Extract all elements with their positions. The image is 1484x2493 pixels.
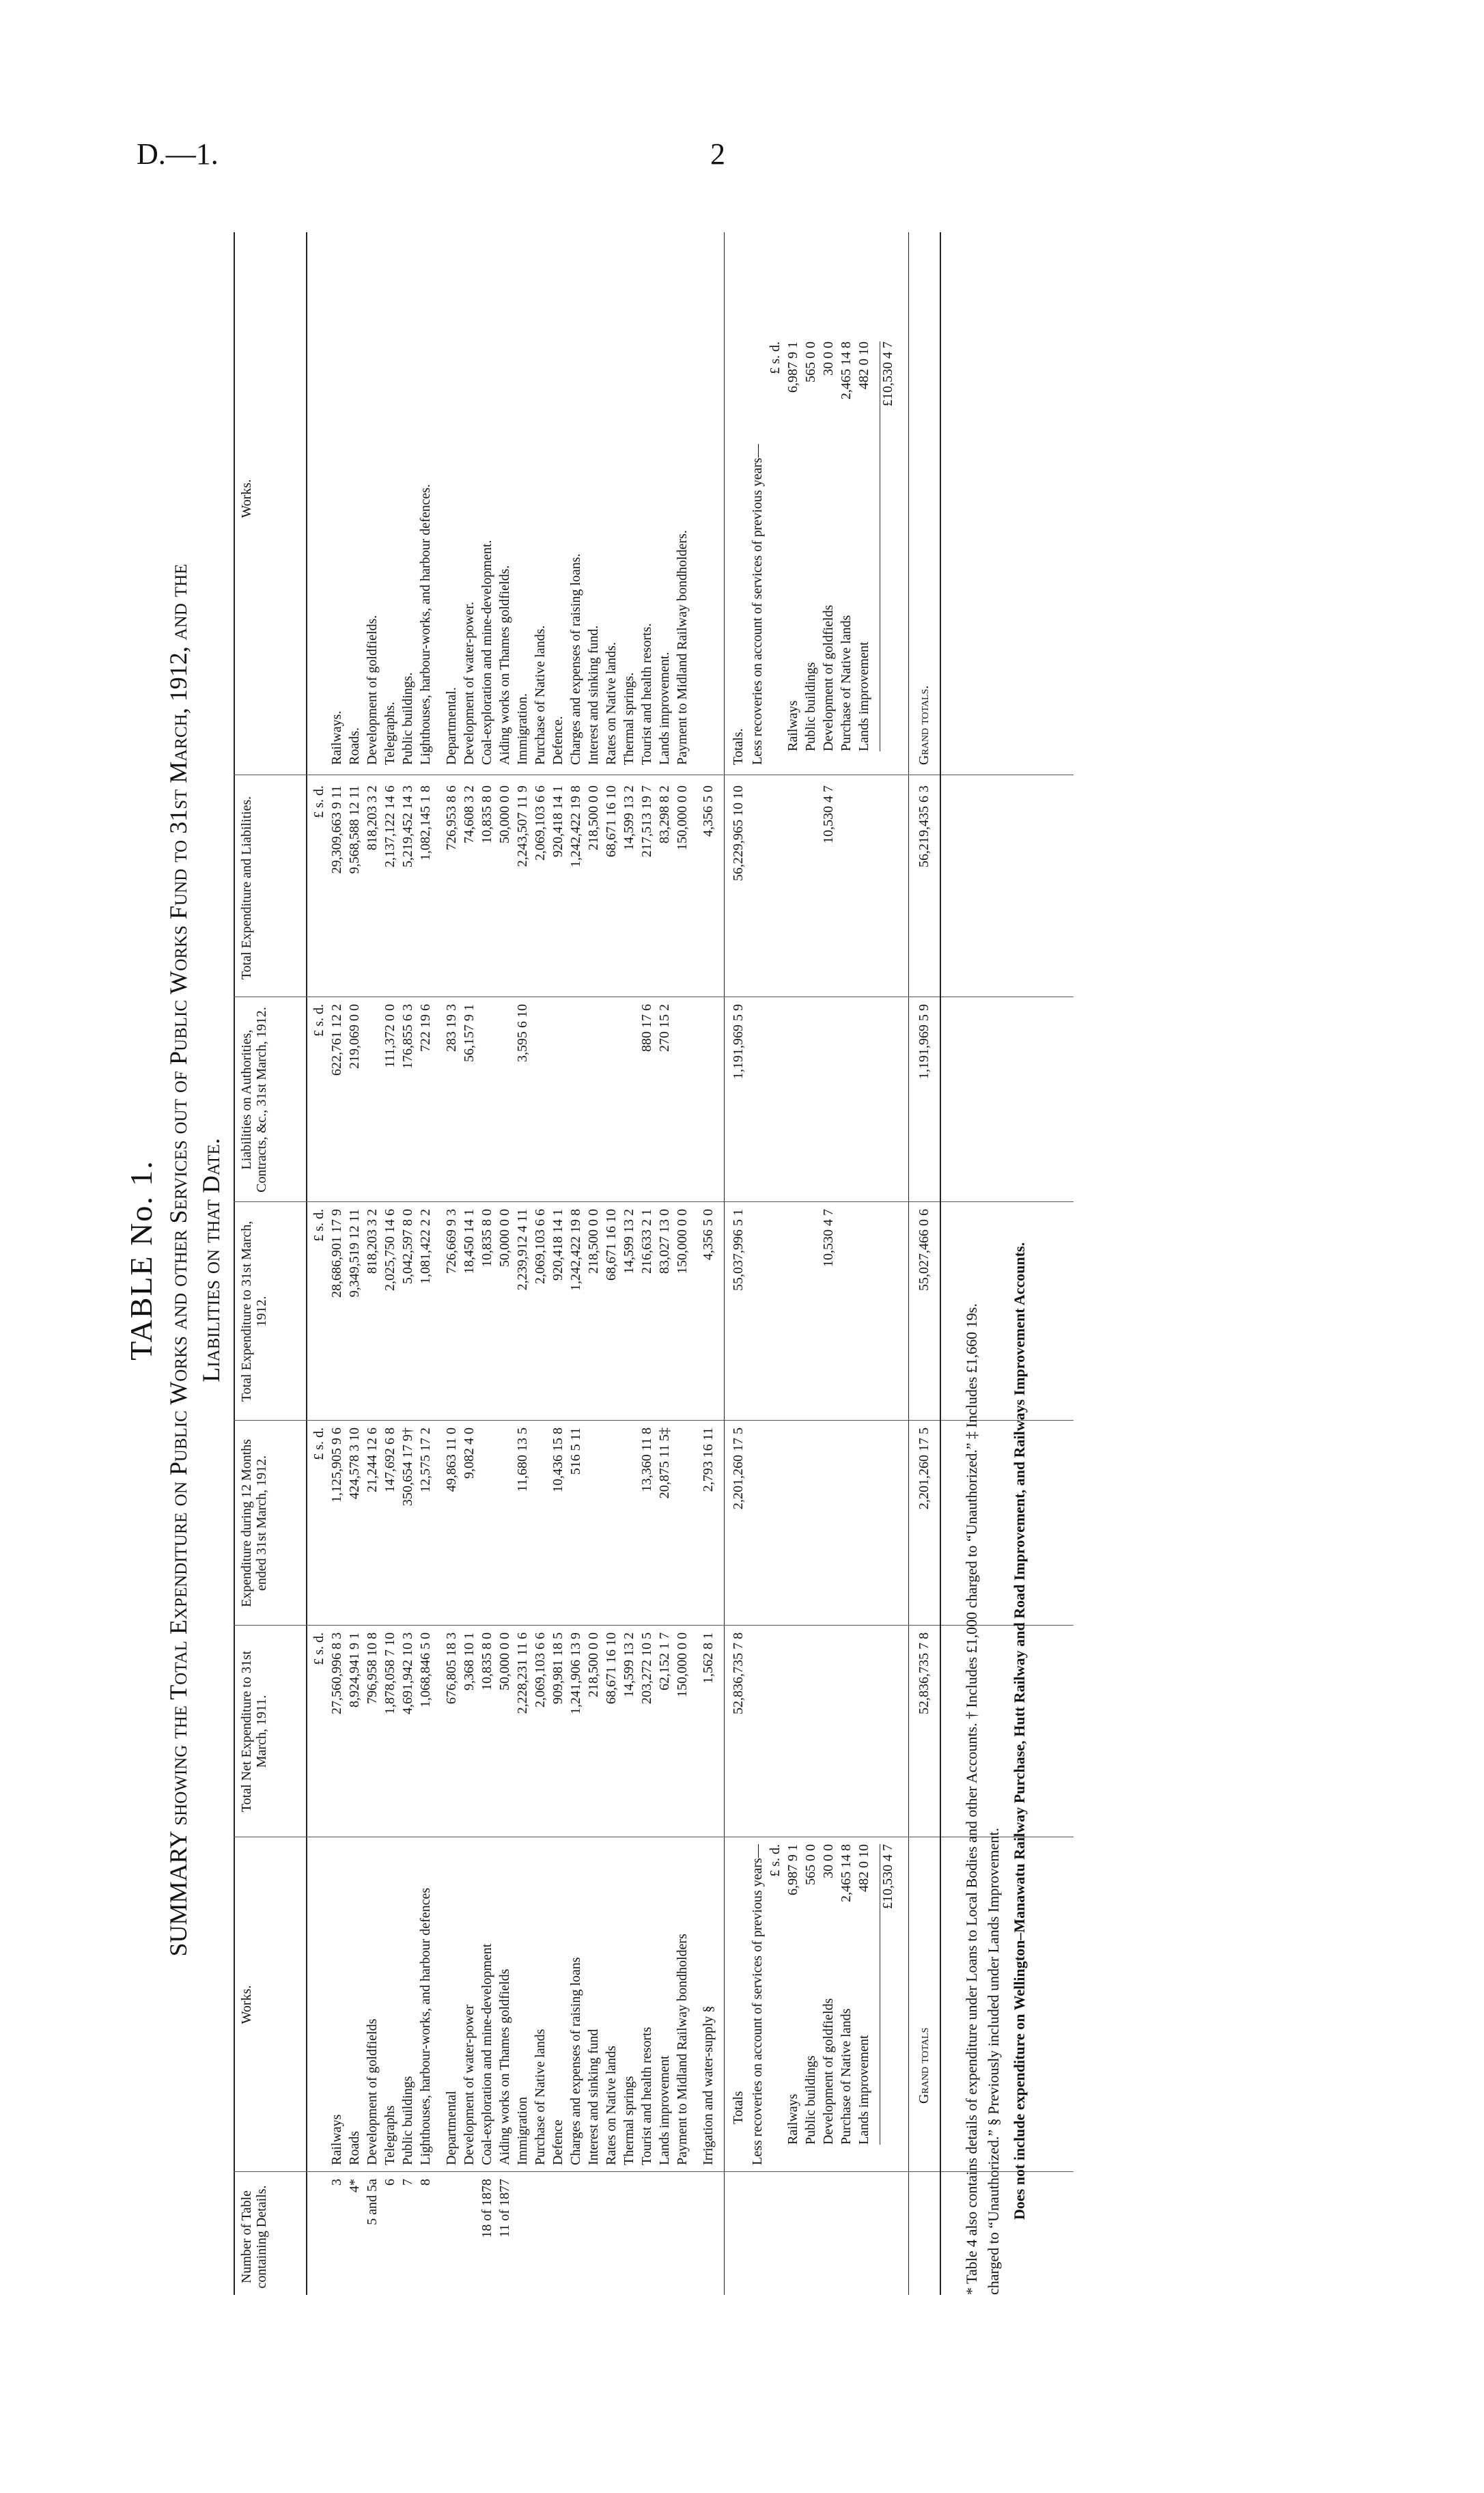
unit-liab: £ s. d. <box>311 1004 326 1037</box>
row-work: Coal-exploration and mine-development <box>479 1943 494 2165</box>
recovery-name: Public buildings <box>803 2055 818 2145</box>
row-total: 4,356 5 0 <box>701 1209 716 1260</box>
row-exp: 516 5 11 <box>568 1427 583 1475</box>
header-top-rule <box>234 232 235 2295</box>
row-work-right: Interest and sinking fund. <box>586 625 601 765</box>
row-exp: 12,575 17 2 <box>418 1427 433 1492</box>
row-grand: 9,568,588 12 11 <box>347 785 362 874</box>
grand-totals-liab: 1,191,969 5 9 <box>916 1004 932 1079</box>
row-grand: 2,243,507 11 9 <box>515 785 530 867</box>
totals-label-right: Totals. <box>731 728 746 765</box>
row-grand: 5,219,452 14 3 <box>400 785 415 867</box>
row-exp: 10,436 15 8 <box>550 1427 565 1492</box>
table-row <box>586 219 601 2302</box>
table-number: TABLE No. 1. <box>124 1160 158 1361</box>
unit-total: £ s. d. <box>311 1209 326 1242</box>
row-work-right: Immigration. <box>515 693 530 765</box>
table-row <box>657 219 672 2302</box>
row-work: Development of water-power <box>462 2004 477 2165</box>
row-exp: 147,692 6 8 <box>382 1427 397 1492</box>
recovery-name: Purchase of Native lands <box>839 2008 854 2145</box>
table-row <box>533 219 548 2302</box>
list-item <box>803 219 818 2302</box>
row-grand: 1,242,422 19 8 <box>568 785 583 867</box>
row-liab: 56,157 9 1 <box>462 1004 477 1062</box>
row-grand: 2,137,122 14 6 <box>382 785 397 867</box>
row-grand: 83,298 8 2 <box>657 785 672 844</box>
table-row <box>418 219 433 2302</box>
row-liab: 219,069 0 0 <box>347 1004 362 1069</box>
recovery-name: Development of goldfields <box>821 1998 836 2145</box>
row-grand: 150,000 0 0 <box>675 785 690 850</box>
unit-exp: £ s. d. <box>311 1427 326 1460</box>
row-total: 5,042,597 8 0 <box>400 1209 415 1284</box>
row-work: Payment to Midland Railway bondholders <box>675 1934 690 2165</box>
recovery-amount-right: 482 0 10 <box>856 342 871 389</box>
recoveries-label: Less recoveries on account of services of previous years— <box>750 1844 765 2165</box>
row-work-right: Charges and expenses of raising loans. <box>568 553 583 765</box>
unit-grand: £ s. d. <box>311 785 326 818</box>
row-exp: 350,654 17 9† <box>400 1427 415 1506</box>
row-work: Telegraphs <box>382 2105 397 2165</box>
row-grand: 1,082,145 1 8 <box>418 785 433 861</box>
header-total-with-liabilities: Total Expenditure and Liabilities. <box>239 796 254 980</box>
row-work: Thermal springs <box>621 2076 636 2165</box>
row-net: 68,671 16 10 <box>604 1632 619 1704</box>
recovery-amount: 565 0 0 <box>803 1844 818 1885</box>
row-liab: 3,595 6 10 <box>515 1004 530 1062</box>
row-total: 18,450 14 1 <box>462 1209 477 1274</box>
unit-net: £ s. d. <box>311 1632 326 1665</box>
row-net: 9,368 10 1 <box>462 1632 477 1690</box>
list-item <box>856 219 871 2302</box>
totals-rule <box>724 232 725 2295</box>
row-grand: 50,000 0 0 <box>497 785 512 844</box>
row-exp: 11,680 13 5 <box>515 1427 530 1492</box>
totals-total: 55,037,996 5 1 <box>731 1209 746 1291</box>
row-exp: 49,863 11 0 <box>444 1427 459 1492</box>
row-work: Railways <box>329 2114 344 2165</box>
table-row <box>497 219 512 2302</box>
grand-totals-grand: 56,219,435 6 3 <box>916 785 932 867</box>
row-work-right: Departmental. <box>444 687 459 765</box>
row-liab: 722 19 6 <box>418 1004 433 1052</box>
row-grand: 2,069,103 6 6 <box>533 785 548 861</box>
row-work-right: Telegraphs. <box>382 701 397 765</box>
table-row <box>604 219 619 2302</box>
recovery-name-right: Purchase of Native lands <box>839 615 854 751</box>
row-grand: 14,599 13 2 <box>621 785 636 850</box>
row-table-no: 18 of 1878 <box>479 2179 494 2238</box>
page-code: D.—1. <box>137 137 219 171</box>
list-item <box>821 219 836 2302</box>
table-row <box>675 219 690 2302</box>
table-row <box>550 219 565 2302</box>
row-exp: 21,244 12 6 <box>365 1427 380 1492</box>
row-work-right: Lands improvement. <box>657 652 672 765</box>
table-row <box>382 219 397 2302</box>
row-net: 2,069,103 6 6 <box>533 1632 548 1708</box>
row-work: Lands improvement <box>657 2055 672 2165</box>
header-works: Works. <box>239 1985 254 2024</box>
recoveries-sum-right: £10,530 4 7 <box>880 342 895 751</box>
row-work-right: Roads. <box>347 727 362 765</box>
recoveries-sum-row <box>880 219 895 2302</box>
recovery-name-right: Railways <box>785 700 800 751</box>
recoveries-grand-col: 10,530 4 7 <box>821 785 836 844</box>
row-work: Irrigation and water-supply § <box>701 2005 716 2165</box>
recovery-amount-right: 30 0 0 <box>821 342 836 376</box>
totals-net: 52,836,735 7 8 <box>731 1632 746 1714</box>
recoveries-unit-row <box>768 219 783 2302</box>
recoveries-label-right: Less recoveries on account of services of previous years— <box>750 444 765 765</box>
recoveries-unit: £ s. d. <box>768 1844 783 1877</box>
table-row <box>347 219 362 2302</box>
table-row <box>639 219 654 2302</box>
row-grand: 74,608 3 2 <box>462 785 477 844</box>
row-liab: 270 15 2 <box>657 1004 672 1052</box>
footnote-1: * Table 4 also contains details of expenditure under Loans to Local Bodies and other Accounts. † Includes £1,000 charged to “Unauthorized.” ‡ Includes £1,660 19s. <box>963 1303 980 2295</box>
header-works-right: Works. <box>239 479 254 518</box>
row-total: 818,203 3 2 <box>365 1209 380 1274</box>
row-total: 2,025,750 14 6 <box>382 1209 397 1291</box>
row-work: Interest and sinking fund <box>586 2029 601 2165</box>
row-net: 1,878,058 7 10 <box>382 1632 397 1714</box>
row-work: Defence <box>550 2119 565 2165</box>
row-grand: 920,418 14 1 <box>550 785 565 857</box>
grand-totals-net: 52,836,735 7 8 <box>916 1632 932 1714</box>
footnote-3: Does not include expenditure on Wellington–Manawatu Railway Purchase, Hutt Railway and Road Improvement, and Railways Improvement Accounts. <box>1011 1242 1028 2220</box>
row-work: Charges and expenses of raising loans <box>568 1957 583 2165</box>
totals-grand: 56,229,965 10 10 <box>731 785 746 881</box>
unit-row <box>311 219 326 2302</box>
row-exp: 1,125,905 9 6 <box>329 1427 344 1503</box>
recovery-name: Railways <box>785 2093 800 2145</box>
row-total: 28,686,901 17 9 <box>329 1209 344 1298</box>
recovery-amount: 6,987 9 1 <box>785 1844 800 1895</box>
totals-exp: 2,201,260 17 5 <box>731 1427 746 1509</box>
row-total: 83,027 13 0 <box>657 1209 672 1274</box>
row-total: 9,349,519 12 11 <box>347 1209 362 1298</box>
row-table-no: 5 and 5a <box>365 2179 380 2225</box>
header-liabilities: Liabilities on Authorities, Contracts, &c., 31st March, 1912. <box>239 1007 269 1193</box>
table-row <box>701 219 716 2302</box>
table-row <box>400 219 415 2302</box>
totals-row <box>731 219 746 2302</box>
row-net: 8,924,941 9 1 <box>347 1632 362 1708</box>
row-work-right: Tourist and health resorts. <box>639 623 654 765</box>
recovery-name-right: Public buildings <box>803 662 818 751</box>
recovery-amount: 30 0 0 <box>821 1844 836 1878</box>
row-liab: 176,855 6 3 <box>400 1004 415 1069</box>
table-row <box>568 219 583 2302</box>
row-liab: 283 19 3 <box>444 1004 459 1052</box>
table-row <box>365 219 380 2302</box>
row-net: 218,500 0 0 <box>586 1632 601 1697</box>
row-total: 218,500 0 0 <box>586 1209 601 1274</box>
totals-liab: 1,191,969 5 9 <box>731 1004 746 1079</box>
row-total: 50,000 0 0 <box>497 1209 512 1267</box>
row-work: Aiding works on Thames goldfields <box>497 1968 512 2165</box>
recovery-name-right: Development of goldfields <box>821 604 836 751</box>
row-work-right: Development of goldfields. <box>365 615 380 765</box>
row-exp: 9,082 4 0 <box>462 1427 477 1479</box>
row-net: 10,835 8 0 <box>479 1632 494 1690</box>
row-grand: 218,500 0 0 <box>586 785 601 850</box>
row-work: Rates on Native lands <box>604 2046 619 2165</box>
row-exp: 2,793 16 11 <box>701 1427 716 1492</box>
row-work-right: Lighthouses, harbour-works, and harbour defences. <box>418 484 433 765</box>
header-bottom-rule <box>306 232 307 2295</box>
row-table-no: 6 <box>382 2179 397 2186</box>
row-net: 1,562 8 1 <box>701 1632 716 1684</box>
row-exp: 424,578 3 10 <box>347 1427 362 1499</box>
row-net: 14,599 13 2 <box>621 1632 636 1697</box>
recoveries-heading <box>750 219 765 2302</box>
row-net: 2,228,231 11 6 <box>515 1632 530 1714</box>
recovery-name-right: Lands improvement <box>856 641 871 751</box>
row-net: 150,000 0 0 <box>675 1632 690 1697</box>
row-total: 1,081,422 2 2 <box>418 1209 433 1284</box>
row-total: 14,599 13 2 <box>621 1209 636 1274</box>
recovery-amount-right: 565 0 0 <box>803 342 818 382</box>
table-row <box>329 219 344 2302</box>
row-total: 920,418 14 1 <box>550 1209 565 1281</box>
row-work: Purchase of Native lands <box>533 2029 548 2165</box>
row-work-right: Purchase of Native lands. <box>533 625 548 765</box>
row-work-right: Rates on Native lands. <box>604 642 619 765</box>
footnote-2: charged to “Unauthorized.” § Previously included under Lands Improvement. <box>985 1828 1002 2295</box>
row-net: 27,560,996 8 3 <box>329 1632 344 1714</box>
recovery-amount-right: 6,987 9 1 <box>785 342 800 393</box>
header-expenditure-12-months: Expenditure during 12 Months ended 31st March, 1912. <box>239 1438 269 1608</box>
row-total: 1,242,422 19 8 <box>568 1209 583 1291</box>
grand-totals-label: Grand totals <box>916 2027 932 2104</box>
row-grand: 726,953 8 6 <box>444 785 459 850</box>
table-row <box>515 219 530 2302</box>
row-total: 216,633 2 1 <box>639 1209 654 1274</box>
row-table-no: 3 <box>329 2179 344 2186</box>
grand-totals-rule <box>908 232 909 2295</box>
table-row <box>462 219 477 2302</box>
row-table-no: 4* <box>347 2179 362 2192</box>
row-total: 726,669 9 3 <box>444 1209 459 1274</box>
recoveries-sum: £10,530 4 7 <box>880 1844 895 2145</box>
row-table-no: 8 <box>418 2179 433 2186</box>
row-net: 676,805 18 3 <box>444 1632 459 1704</box>
recovery-amount-right: 2,465 14 8 <box>839 342 854 400</box>
row-net: 1,068,846 5 0 <box>418 1632 433 1708</box>
table-subtitle: Liabilities on that Date. <box>197 1138 225 1382</box>
row-total: 2,239,912 4 11 <box>515 1209 530 1291</box>
row-net: 796,958 10 8 <box>365 1632 380 1704</box>
grand-totals-total: 55,027,466 0 6 <box>916 1209 932 1291</box>
row-grand: 4,356 5 0 <box>701 785 716 837</box>
recoveries-total-col: 10,530 4 7 <box>821 1209 836 1267</box>
row-grand: 68,671 16 10 <box>604 785 619 857</box>
header-number: Number of Table containing Details. <box>239 2185 269 2289</box>
header-total-expenditure: Total Expenditure to 31st March, 1912. <box>239 1221 269 1402</box>
row-grand: 10,835 8 0 <box>479 785 494 844</box>
row-liab: 111,372 0 0 <box>382 1004 397 1068</box>
recovery-amount: 482 0 10 <box>856 1844 871 1892</box>
grand-totals-label-right: Grand totals. <box>916 685 932 765</box>
row-work: Roads <box>347 2131 362 2165</box>
row-work-right: Payment to Midland Railway bondholders. <box>675 530 690 765</box>
row-total: 68,671 16 10 <box>604 1209 619 1281</box>
row-total: 150,000 0 0 <box>675 1209 690 1274</box>
table-sheet <box>123 219 1229 2302</box>
row-grand: 29,309,663 9 11 <box>329 785 344 874</box>
row-net: 4,691,942 10 3 <box>400 1632 415 1714</box>
grand-totals-exp: 2,201,260 17 5 <box>916 1427 932 1509</box>
row-work-right: Defence. <box>550 716 565 765</box>
row-work-right: Railways. <box>329 710 344 765</box>
row-total: 10,835 8 0 <box>479 1209 494 1267</box>
recovery-amount: 2,465 14 8 <box>839 1844 854 1902</box>
row-work: Lighthouses, harbour-works, and harbour defences <box>418 1887 433 2165</box>
table-row <box>479 219 494 2302</box>
row-net: 909,981 18 5 <box>550 1632 565 1704</box>
grand-totals-row <box>916 219 932 2302</box>
row-liab: 880 17 6 <box>639 1004 654 1052</box>
row-net: 62,152 1 7 <box>657 1632 672 1690</box>
table-title: SUMMARY showing the Total Expenditure on Public Works and other Services out of Public Works Fund to 31st March, 1912, and the <box>165 563 192 1957</box>
row-work-right: Thermal springs. <box>621 672 636 765</box>
page-number: 2 <box>710 137 725 171</box>
table-row <box>621 219 636 2302</box>
list-item <box>839 219 854 2302</box>
table-row <box>444 219 459 2302</box>
row-table-no: 7 <box>400 2179 415 2186</box>
totals-label: Totals <box>731 2091 746 2124</box>
row-work: Departmental <box>444 2091 459 2165</box>
header-net-expenditure: Total Net Expenditure to 31st March, 1911. <box>239 1650 269 1813</box>
row-work: Development of goldfields <box>365 2018 380 2165</box>
row-total: 2,069,103 6 6 <box>533 1209 548 1284</box>
recoveries-unit-right: £ s. d. <box>768 342 783 374</box>
row-table-no: 11 of 1877 <box>497 2179 512 2238</box>
row-exp: 20,875 11 5‡ <box>657 1427 672 1499</box>
row-work: Public buildings <box>400 2076 415 2165</box>
row-net: 50,000 0 0 <box>497 1632 512 1690</box>
row-work: Immigration <box>515 2097 530 2165</box>
row-grand: 818,203 3 2 <box>365 785 380 850</box>
row-work-right: Public buildings. <box>400 672 415 765</box>
row-work: Tourist and health resorts <box>639 2027 654 2165</box>
row-work-right: Aiding works on Thames goldfields. <box>497 565 512 765</box>
list-item <box>785 219 800 2302</box>
table-bottom-rule <box>940 232 941 2295</box>
row-work-right: Coal-exploration and mine-development. <box>479 540 494 765</box>
row-net: 203,272 10 5 <box>639 1632 654 1704</box>
row-work-right: Development of water-power. <box>462 602 477 765</box>
recovery-name: Lands improvement <box>856 2035 871 2145</box>
row-grand: 217,513 19 7 <box>639 785 654 857</box>
row-net: 1,241,906 13 9 <box>568 1632 583 1714</box>
row-exp: 13,360 11 8 <box>639 1427 654 1492</box>
row-liab: 622,761 12 2 <box>329 1004 344 1076</box>
